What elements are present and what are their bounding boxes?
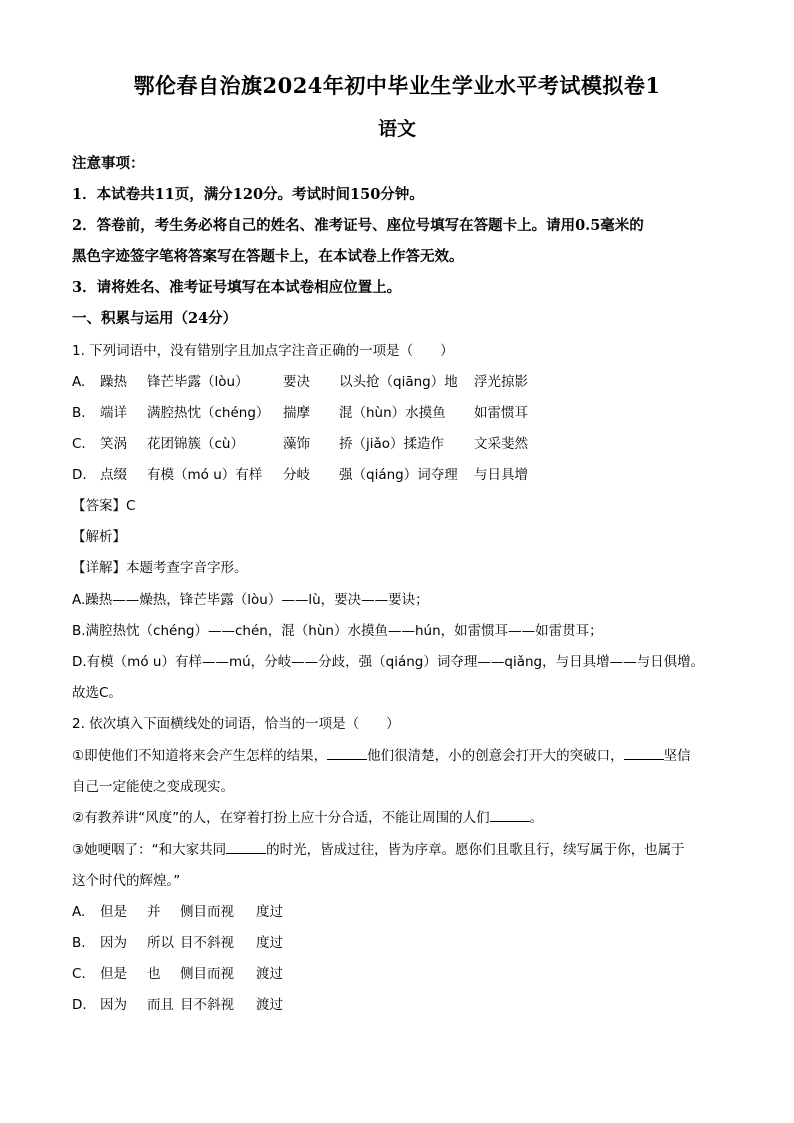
option-word: 要决 — [283, 374, 310, 390]
note-item-2-cont: 黑色字迹签字笔将答案写在答题卡上，在本试卷上作答无效。 — [72, 248, 464, 265]
q1-analysis-tag: 【解析】 — [72, 529, 126, 545]
exam-title: 鄂伦春自治旗2024年初中毕业生学业水平考试模拟卷1 — [133, 73, 661, 98]
option-word: 如雷惯耳 — [474, 405, 528, 421]
option-word: 满腔热忱（chéng） — [147, 405, 270, 421]
text-segment: ①即使他们不知道将来会产生怎样的结果， — [72, 748, 328, 764]
option-word: 有模（mó u）有样 — [147, 467, 263, 483]
option-word: 但是 — [100, 904, 127, 920]
q2-sentence-3-cont: 这个时代的辉煌。” — [72, 873, 181, 889]
option-word: 但是 — [100, 966, 127, 982]
subject-title: 语文 — [377, 118, 416, 140]
option-word: 目不斜视 — [180, 997, 234, 1013]
q1-analysis-d: D.有模（mó u）有样——mú，分岐——分歧，强（qiáng）词夺理——qiǎng，与日具增——与日俱增。 — [72, 654, 705, 670]
option-label: C. — [72, 966, 86, 982]
q1-stem: 1. 下列词语中，没有错别字且加点字注音正确的一项是（ ） — [72, 343, 454, 359]
q1-detail: 【详解】本题考查字音字形。 — [72, 560, 248, 576]
option-word: 端详 — [100, 405, 127, 421]
option-word: 度过 — [256, 935, 283, 951]
fill-blank — [490, 809, 530, 822]
section-heading: 一、积累与运用（24分） — [72, 310, 238, 327]
fill-blank — [624, 747, 664, 760]
option-word: 因为 — [100, 997, 127, 1013]
option-word: 藻饰 — [283, 436, 310, 452]
option-word: 文采斐然 — [474, 436, 528, 452]
fill-blank — [327, 747, 367, 760]
text-segment: 的时光，皆成过往，皆为序章。愿你们且歌且行，续写属于你，也属于 — [266, 842, 685, 858]
option-word: 侧目而视 — [180, 966, 234, 982]
q1-analysis-a: A.躁热——燥热，锋芒毕露（lòu）——lù，要决——要诀； — [72, 592, 429, 608]
q2-sentence-1 — [72, 744, 691, 764]
option-word: 点缀 — [100, 467, 127, 483]
q1-option-c — [72, 432, 528, 452]
q2-option-a — [72, 900, 283, 920]
option-word: 而且 — [147, 997, 174, 1013]
option-word: 渡过 — [256, 997, 283, 1013]
note-item-3: 3．请将姓名、准考证号填写在本试卷相应位置上。 — [72, 279, 402, 296]
note-item-1: 1．本试卷共11页，满分120分。考试时间150分钟。 — [72, 186, 424, 203]
option-word: 所以 — [147, 935, 174, 951]
option-word: 挢（jiǎo）揉造作 — [339, 436, 445, 452]
q2-option-d — [72, 993, 283, 1013]
option-label: D. — [72, 997, 87, 1013]
option-word: 渡过 — [256, 966, 283, 982]
q2-sentence-1-cont: 自己一定能使之变成现实。 — [72, 779, 234, 795]
option-word: 并 — [147, 904, 161, 920]
option-label: C. — [72, 436, 86, 452]
option-word: 躁热 — [100, 374, 127, 390]
option-word: 分岐 — [283, 467, 310, 483]
option-word: 揣摩 — [283, 405, 310, 421]
q2-stem: 2. 依次填入下面横线处的词语，恰当的一项是（ ） — [72, 716, 400, 732]
text-segment: ③她哽咽了：“和大家共同 — [72, 842, 227, 858]
q1-option-d — [72, 463, 528, 483]
option-word: 侧目而视 — [180, 904, 234, 920]
option-word: 以头抢（qiāng）地 — [339, 374, 458, 390]
note-item-2: 2．答卷前，考生务必将自己的姓名、准考证号、座位号填写在答题卡上。请用0.5毫米的 — [72, 217, 644, 234]
option-label: A. — [72, 904, 86, 920]
option-word: 笑涡 — [100, 436, 127, 452]
q1-option-a — [72, 370, 528, 390]
q1-option-b — [72, 401, 528, 421]
option-word: 花团锦簇（cù） — [147, 436, 244, 452]
option-word: 因为 — [100, 935, 127, 951]
option-word: 与日具增 — [474, 467, 528, 483]
option-word: 度过 — [256, 904, 283, 920]
q2-sentence-3 — [72, 838, 685, 858]
option-word: 锋芒毕露（lòu） — [147, 374, 249, 390]
notes-heading: 注意事项： — [72, 155, 145, 172]
text-segment: 他们很清楚，小的创意会打开大的突破口， — [367, 748, 624, 764]
q1-conclusion: 故选C。 — [72, 685, 122, 701]
q2-option-c — [72, 962, 283, 982]
fill-blank — [226, 841, 266, 854]
option-label: B. — [72, 935, 86, 951]
option-label: B. — [72, 405, 86, 421]
text-segment: 。 — [529, 810, 544, 826]
text-segment: ②有教养讲“风度”的人，在穿着打扮上应十分合适，不能让周围的人们 — [72, 810, 490, 826]
option-label: A. — [72, 374, 86, 390]
option-word: 浮光掠影 — [474, 374, 528, 390]
option-word: 强（qiáng）词夺理 — [339, 467, 458, 483]
q2-sentence-2 — [72, 806, 543, 826]
q1-analysis-b: B.满腔热忱（chéng）——chén，混（hùn）水摸鱼——hún，如雷惯耳——如雷贯耳； — [72, 623, 603, 639]
q2-option-b — [72, 931, 283, 951]
text-segment: 坚信 — [663, 748, 691, 764]
q1-answer: 【答案】C — [72, 498, 136, 514]
option-word: 混（hùn）水摸鱼 — [339, 405, 446, 421]
option-word: 也 — [147, 966, 161, 982]
option-word: 目不斜视 — [180, 935, 234, 951]
option-label: D. — [72, 467, 87, 483]
